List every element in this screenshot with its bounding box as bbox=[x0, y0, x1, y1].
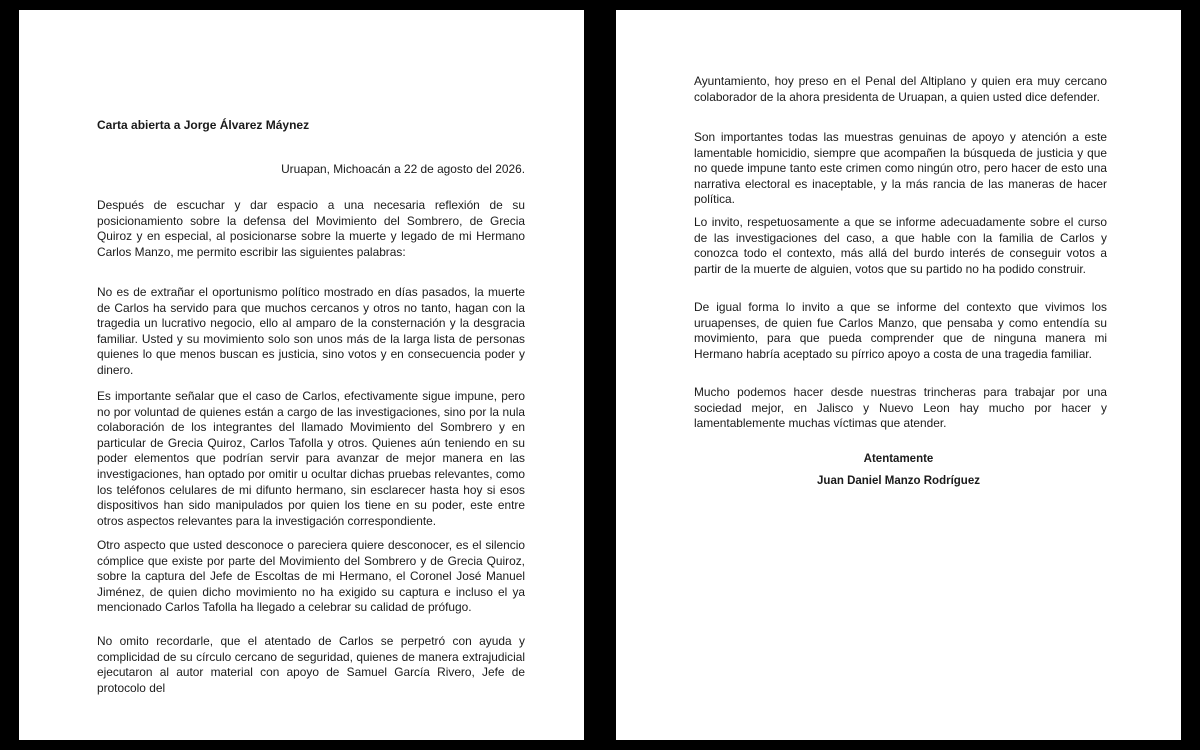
letter-paragraph: Ayuntamiento, hoy preso en el Penal del Altiplano y quien era muy cercano colaborador de la ahora presidenta de Uruapan, a quien usted dice defender. bbox=[694, 74, 1107, 104]
letter-paragraph: De igual forma lo invito a que se informe del contexto que vivimos los uruapenses, de quien fue Carlos Manzo, que pensaba y como entendía su movimiento, para que pueda comprender que de ninguna manera mi Hermano habría aceptado su pírrico apoyo a costa de una tragedia familiar. bbox=[694, 300, 1107, 361]
letter-paragraph: Otro aspecto que usted desconoce o pareciera quiere desconocer, es el silencio cómplice que existe por parte del Movimiento del Sombrero y de Grecia Quiroz, sobre la captura del Jefe de Escoltas de mi Hermano, el Coronel José Manuel Jiménez, de quien dicho movimiento no ha exigido su captura e incluso el ya mencionado Carlos Tafolla ha llegado a celebrar su calidad de prófugo. bbox=[97, 538, 525, 615]
letter-paragraph: Son importantes todas las muestras genuinas de apoyo y atención a este lamentable homicidio, siempre que acompañen la búsqueda de justicia y que no quede impune tanto este crimen como ningún otro, pero hacer de esto una narrativa electoral es inaceptable, y la más rancia de las maneras de hacer política. bbox=[694, 130, 1107, 207]
letter-signature: Juan Daniel Manzo Rodríguez bbox=[817, 475, 980, 487]
letter-paragraph: Mucho podemos hacer desde nuestras trincheras para trabajar por una sociedad mejor, en Jalisco y Nuevo Leon hay mucho por hacer y lamentablemente muchas víctimas que atender. bbox=[694, 385, 1107, 431]
letter-date: Uruapan, Michoacán a 22 de agosto del 2026. bbox=[281, 162, 525, 176]
letter-page-1 bbox=[19, 10, 584, 740]
letter-page-2 bbox=[616, 10, 1181, 740]
letter-paragraph: No omito recordarle, que el atentado de Carlos se perpetró con ayuda y complicidad de su círculo cercano de seguridad, quienes de manera extrajudicial ejecutaron al autor material con apoyo de Samuel García Rivero, Jefe de protocolo del bbox=[97, 634, 525, 695]
letter-paragraph: No es de extrañar el oportunismo político mostrado en días pasados, la muerte de Carlos ha servido para que muchos cercanos y otros no tanto, hagan con la tragedia un lucrativo negocio, ello al amparo de la consternación y la desgracia familiar. Usted y su movimiento solo son unos más de la larga lista de personas quienes lo que menos buscan es justicia, sino votos y en consecuencia poder y dinero. bbox=[97, 285, 525, 377]
letter-paragraph: Es importante señalar que el caso de Carlos, efectivamente sigue impune, pero no por voluntad de quienes están a cargo de las investigaciones, sino por la nula colaboración de los integrantes del llamado Movimiento del Sombrero y en particular de Grecia Quiroz, Carlos Tafolla y otros. Quienes aún teniendo en su poder elementos que podrían servir para avanzar de mejor manera en las investigaciones, han optado por omitir u ocultar dichas pruebas relevantes, como los teléfonos celulares de mi difunto hermano, sin esclarecer hasta hoy si esos dispositivos han sido manipulados por quien los tiene en su poder, este entre otros aspectos relevantes para la investigación correspondiente. bbox=[97, 389, 525, 528]
letter-paragraph: Lo invito, respetuosamente a que se informe adecuadamente sobre el curso de las investigaciones del caso, a que hable con la familia de Carlos y conozca todo el contexto, más allá del burdo interés de conseguir votos a partir de la muerte de alguien, votos que su partido no ha podido construir. bbox=[694, 215, 1107, 276]
letter-closing: Atentamente bbox=[863, 453, 934, 465]
letter-title: Carta abierta a Jorge Álvarez Máynez bbox=[97, 118, 310, 132]
letter-paragraph: Después de escuchar y dar espacio a una necesaria reflexión de su posicionamiento sobre la defensa del Movimiento del Sombrero, de Grecia Quiroz y en especial, al posicionarse sobre la muerte y legado de mi Hermano Carlos Manzo, me permito escribir las siguientes palabras: bbox=[97, 198, 525, 259]
